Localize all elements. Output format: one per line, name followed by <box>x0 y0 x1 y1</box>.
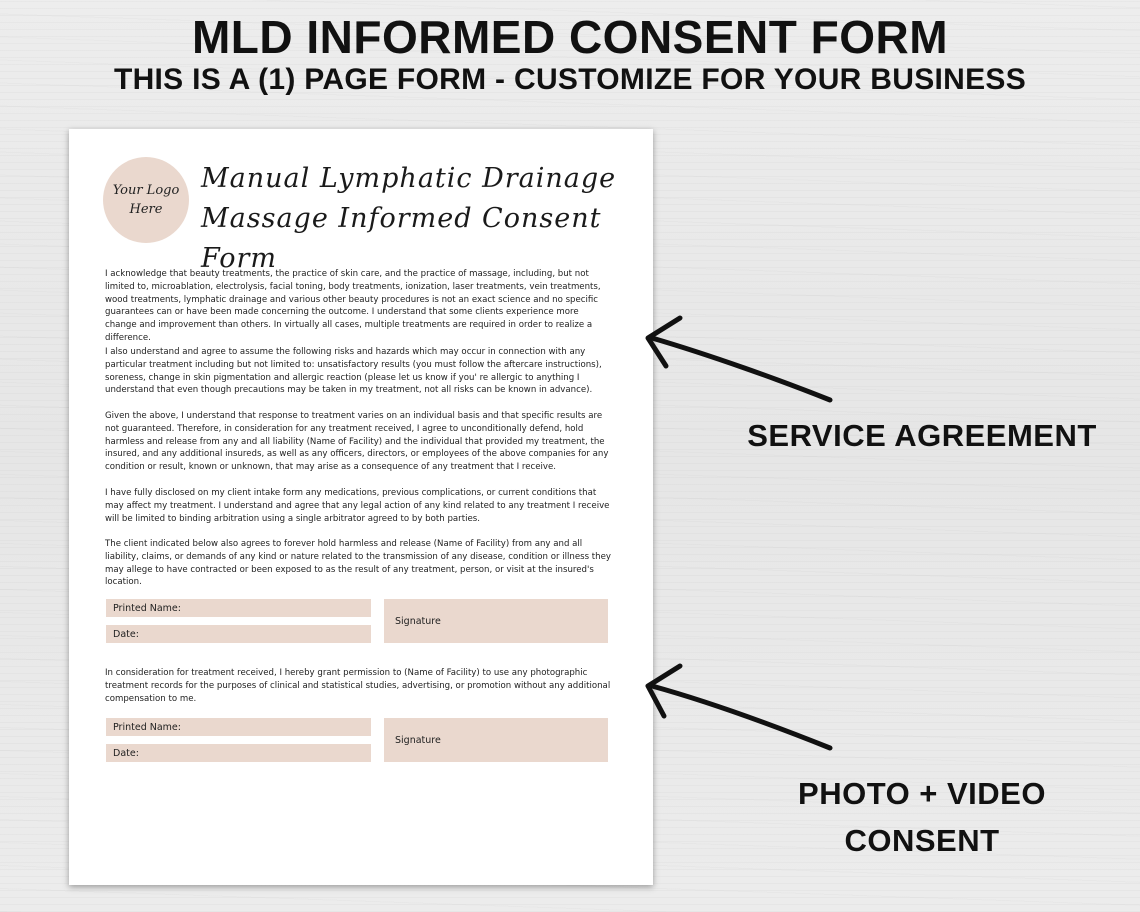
paragraph-hold-harmless: The client indicated below also agrees to forever hold harmless and release (Name of Facility) from any and all liability, claims, or demands of any kind or nature related to the transmission of any disease, condition or illness they may allege to have contracted or been exposed to as the result of any treatment, person, or visit at the insured's location. <box>105 539 611 588</box>
paragraph-disclosure: I have fully disclosed on my client intake form any medications, previous complications, or current conditions that may affect my treatment. I understand and agree that any legal action of any kind related to any treatment I receive will be limited to binding arbitration using a single arbitrator agreed to by both parties. <box>105 488 610 524</box>
paragraph-acknowledgement: I acknowledge that beauty treatments, the practice of skin care, and the practice of massage, including, but not limited to, microablation, electrolysis, facial toning, body treatments, ionization, laser treatments, vein treatments, wood treatments, lymphatic drainage and various other beauty procedures is not an exact science and no specific guarantees can or have been made concerning the outcome. I understand that some clients experience more change and improvement than others. In virtually all cases, multiple treatments are required in order to realize a difference. <box>105 269 601 343</box>
form-title-line1: Manual Lymphatic Drainage <box>201 163 617 194</box>
photo-consent-label-line2: CONSENT <box>844 823 1000 858</box>
service-agreement-label: SERVICE AGREEMENT <box>747 418 1097 453</box>
signature-field[interactable]: Signature <box>384 599 608 643</box>
photo-printed-name-field[interactable]: Printed Name: <box>106 718 371 736</box>
form-title-line2: Massage Informed Consent Form <box>201 203 602 274</box>
logo-placeholder <box>103 157 189 243</box>
page-title: MLD INFORMED CONSENT FORM <box>191 11 949 63</box>
photo-signature-field[interactable]: Signature <box>384 718 608 762</box>
date-field[interactable]: Date: <box>106 625 371 643</box>
page-subtitle: THIS IS A (1) PAGE FORM - CUSTOMIZE FOR YOUR BUSINESS <box>113 63 1027 96</box>
arrow-icon-photo <box>640 660 840 760</box>
photo-consent-label <box>770 770 1074 864</box>
paragraph-release: Given the above, I understand that response to treatment varies on an individual basis and that specific results are not guaranteed. Therefore, in consideration for any treatment received, I agree to unconditionally defend, hold harmless and release from any and all liability (Name of Facility) and the individual that provided my treatment, the insured, and any additional insureds, as well as any officers, directors, or employees of the above companies for any condition or result, known or unknown, that may arise as a consequence of any treatment that I receive. <box>105 411 609 473</box>
photo-consent-label-line1: PHOTO + VIDEO <box>798 776 1046 811</box>
arrow-icon-service <box>640 310 840 410</box>
paragraph-photo-consent: In consideration for treatment received, I hereby grant permission to (Name of Facility) to use any photographic treatment records for the purposes of clinical and statistical studies, advertising, or promotion without any additional compensation to me. <box>105 668 611 704</box>
paragraph-risks: I also understand and agree to assume the following risks and hazards which may occur in connection with any particular treatment including but not limited to: unsatisfactory results (you must follow the aftercare instructions), soreness, change in skin pigmentation and allergic reaction (please let us know if you' re allergic to anything I understand that even though precautions may be taken in my treatment, not all risks can be known in advance). <box>105 347 602 396</box>
consent-form-page <box>69 129 653 885</box>
photo-date-field[interactable]: Date: <box>106 744 371 762</box>
printed-name-field[interactable]: Printed Name: <box>106 599 371 617</box>
logo-text-line2: Here <box>129 202 163 217</box>
form-title <box>201 159 621 279</box>
logo-text-line1: Your Logo <box>112 182 180 198</box>
